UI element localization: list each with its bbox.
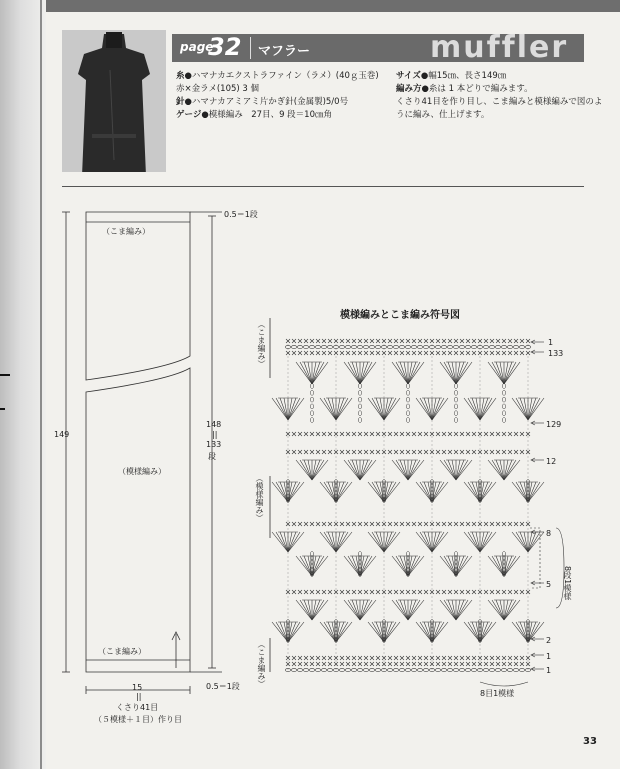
chart-row-2: 2 [546,636,552,645]
chart-row-129: 129 [546,420,562,429]
detail-method-2: くさり41目を作り目し、こま編みと模様編みで図のよ [396,97,603,107]
chart-row-1b: 1 [546,652,552,661]
schematic-body-length: 148 [206,420,222,429]
detail-method-3: うに編み、仕上げます。 [396,110,490,120]
chart-repeat-sts: 8目1模様 [480,689,515,698]
detail-size: サイズ●幅15㎝、長さ149㎝ [396,71,507,81]
schematic-label-pattern: （模様編み） [118,467,166,476]
chart-row-133: 133 [548,349,564,358]
schematic-body-eq: || [212,430,218,439]
schematic-width: 15 [132,683,143,692]
materials-needle: 針●ハマナカアミアミ片かぎ針(金属製)5/0号 [176,97,349,107]
chart-row-1c: 1 [546,666,552,675]
chart-row-8: 8 [546,529,552,538]
chart-row-12: 12 [546,457,557,466]
materials-yarn: 糸●ハマナカエクストラファイン（ラメ）(40ｇ玉巻) [176,71,379,81]
chart-row-5: 5 [546,580,552,589]
materials-gauge: ゲージ●模様編み 27目、9 段＝10㎝角 [176,110,333,120]
project-title-en: muffler [430,30,569,65]
schematic-body-rows-unit: 段 [208,452,216,461]
page-number-label: 32 [208,33,242,61]
schematic-label-bottom-koma: （こま編み） [98,647,146,656]
schematic-total-length: 149 [54,430,70,439]
materials-yarn-color: 赤×金ラメ(105) 3 個 [176,84,260,94]
detail-method: 編み方●糸は 1 本どりで編みます。 [396,84,533,94]
chart-label-pattern: （模様編み） [255,474,264,522]
page-number: 33 [583,736,597,747]
page-word: page [180,40,214,54]
schematic-row-bottom: 0.5＝1段 [206,682,240,691]
schematic-row-top: 0.5＝1段 [224,210,258,219]
schematic-foundation: （５模様＋１目）作り目 [94,715,182,724]
project-title: マフラー [258,44,311,59]
schematic-width-eq: || [136,692,142,701]
schematic-body-rows: 133 [206,440,222,449]
schematic-label-top-koma: （こま編み） [102,227,150,236]
schematic-chain: くさり41目 [116,703,159,712]
chart-label-top-koma: （こま編み） [257,320,266,368]
chart-repeat-rows: 8段1模様 [563,566,572,601]
chart-row-1: 1 [548,338,554,347]
chart-title: 模様編みとこま編み符号図 [340,310,460,321]
chart-label-bottom-koma: （こま編み） [257,640,266,688]
